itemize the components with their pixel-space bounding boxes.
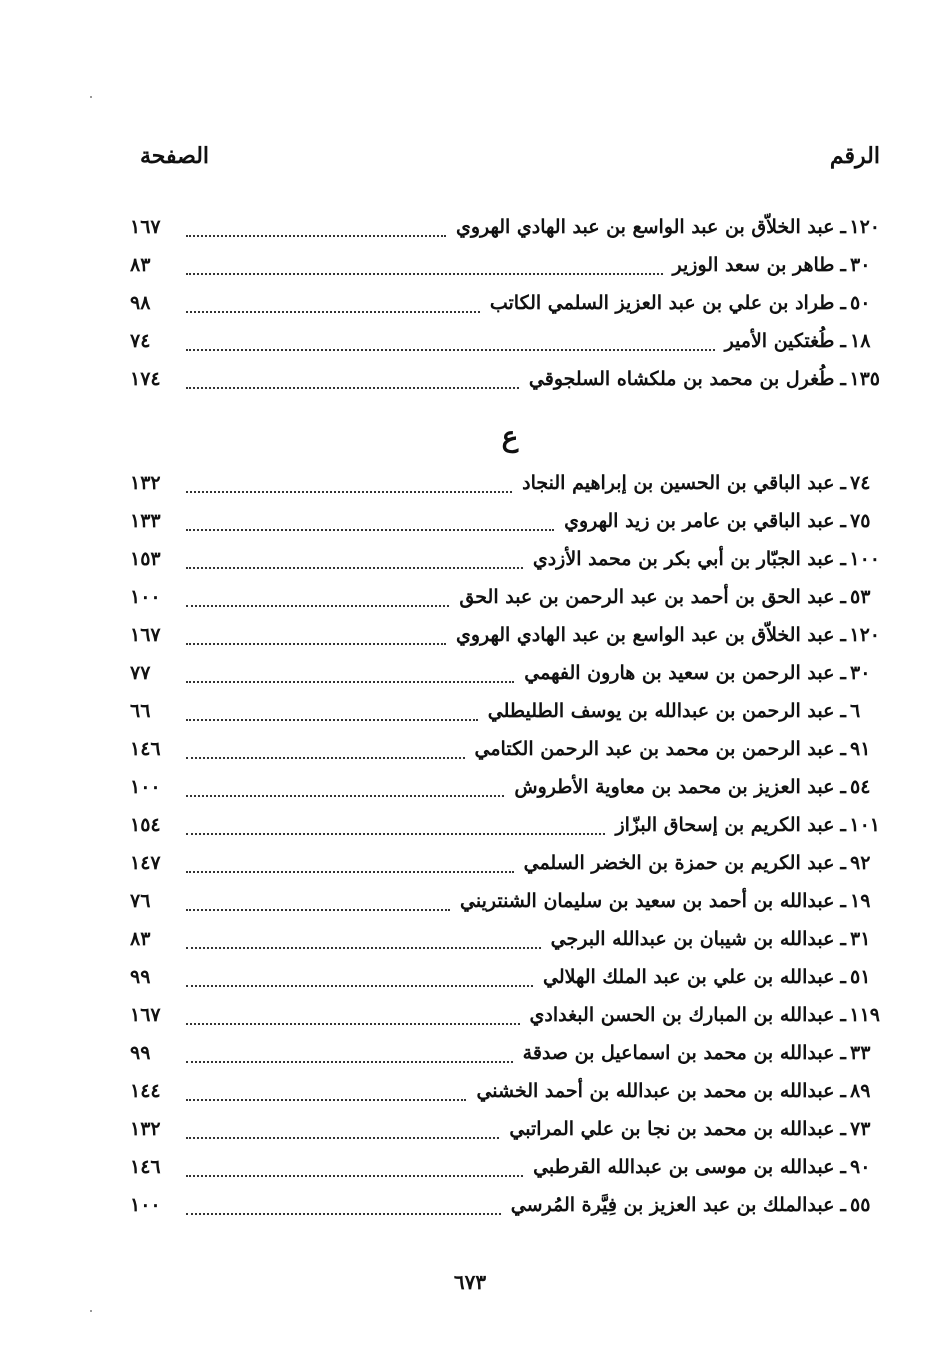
index-entry xyxy=(130,464,880,502)
leader-dots xyxy=(186,832,605,835)
index-entry xyxy=(130,920,880,958)
leader-dots xyxy=(186,984,533,987)
entry-number: ٥٣ xyxy=(850,586,871,608)
entry-name: عبد العزيز بن محمد بن معاوية الأطروش xyxy=(514,776,835,798)
leader-dots xyxy=(186,1212,501,1215)
leader-dots xyxy=(186,1098,466,1101)
entry-page: ١٣٣ xyxy=(130,510,161,532)
entry-name: عبدالله بن موسى بن عبدالله القرطبي xyxy=(533,1156,835,1178)
entry-page: ١٤٧ xyxy=(130,852,161,874)
entry-dash: ـ xyxy=(840,330,846,352)
entry-dash: ـ xyxy=(840,368,846,390)
entry-number: ٥١ xyxy=(850,966,871,988)
entry-page: ١٦٧ xyxy=(130,216,161,238)
entry-name: طُغرل بن محمد بن ملكشاه السلجوقي xyxy=(528,368,835,390)
entry-page: ١٠٠ xyxy=(130,776,161,798)
column-header xyxy=(140,136,880,176)
entry-page: ٩٩ xyxy=(130,1042,151,1064)
index-entry xyxy=(130,208,880,246)
entry-name: عبدالله بن محمد بن عبدالله بن أحمد الخشني xyxy=(476,1080,835,1102)
leader-dots xyxy=(186,528,554,531)
entry-name: عبد الرحمن بن عبدالله بن يوسف الطليطلي xyxy=(487,700,835,722)
entry-name: عبد الخلاّق بن عبد الواسع بن عبد الهادي الهروي xyxy=(455,624,835,646)
leader-dots xyxy=(186,566,523,569)
index-entry xyxy=(130,996,880,1034)
entry-name: عبدالله بن علي بن عبد الملك الهلالي xyxy=(542,966,835,988)
index-entry xyxy=(130,844,880,882)
entry-number: ٧٤ xyxy=(850,472,871,494)
page-number: ٦٧٣ xyxy=(453,1270,487,1294)
index-entry xyxy=(130,1186,880,1224)
entry-number: ٨٩ xyxy=(850,1080,871,1102)
entry-number: ٥٥ xyxy=(850,1194,871,1216)
leader-dots xyxy=(186,718,478,721)
entry-page: ١٥٣ xyxy=(130,548,161,570)
entry-dash: ـ xyxy=(840,548,846,570)
scan-speck xyxy=(90,1310,92,1312)
entry-page: ١٦٧ xyxy=(130,624,161,646)
section-letter: ع xyxy=(501,420,519,453)
index-entry xyxy=(130,578,880,616)
entry-name: عبد الباقي بن الحسين بن إبراهيم النجاد xyxy=(522,472,835,494)
index-entry xyxy=(130,1148,880,1186)
entry-dash: ـ xyxy=(840,586,846,608)
entry-page: ١٤٦ xyxy=(130,1156,161,1178)
entry-name: عبد الحق بن أحمد بن عبد الرحمن بن عبد الحق xyxy=(459,586,835,608)
entry-page: ١٠٠ xyxy=(130,1194,161,1216)
entry-name: عبدالله بن محمد بن نجا بن علي المراتبي xyxy=(509,1118,835,1140)
entry-dash: ـ xyxy=(840,852,846,874)
header-number-label: الرقم xyxy=(829,143,880,169)
index-entry xyxy=(130,360,880,398)
leader-dots xyxy=(186,1022,520,1025)
leader-dots xyxy=(186,348,715,351)
entry-dash: ـ xyxy=(840,624,846,646)
entry-number: ٩٢ xyxy=(850,852,871,874)
entry-page: ١٦٧ xyxy=(130,1004,161,1026)
entry-number: ٧٥ xyxy=(850,510,871,532)
entry-dash: ـ xyxy=(840,928,846,950)
entry-dash: ـ xyxy=(840,1156,846,1178)
entry-dash: ـ xyxy=(840,776,846,798)
index-entry xyxy=(130,322,880,360)
leader-dots xyxy=(186,234,446,237)
scan-speck xyxy=(90,96,92,98)
entry-number: ١٢٠ xyxy=(849,216,880,238)
entry-number: ١٩ xyxy=(850,890,871,912)
leader-dots xyxy=(186,946,541,949)
leader-dots xyxy=(186,1136,499,1139)
entry-page: ٨٣ xyxy=(130,254,151,276)
index-entry xyxy=(130,284,880,322)
entry-number: ١٣٥ xyxy=(849,368,880,390)
entry-number: ١٨ xyxy=(850,330,871,352)
index-entry xyxy=(130,540,880,578)
entry-dash: ـ xyxy=(840,738,846,760)
index-entry xyxy=(130,882,880,920)
index-entry xyxy=(130,502,880,540)
entry-name: عبد الجبّار بن أبي بكر بن محمد الأزدي xyxy=(532,548,835,570)
entry-dash: ـ xyxy=(840,510,846,532)
entry-name: عبد الخلاّق بن عبد الواسع بن عبد الهادي الهروي xyxy=(455,216,835,238)
entry-name: عبدالله بن أحمد بن سعيد بن سليمان الشنتريني xyxy=(460,890,835,912)
entry-dash: ـ xyxy=(840,216,846,238)
entry-number: ٣١ xyxy=(850,928,871,950)
entry-number: ٥٠ xyxy=(850,292,871,314)
entry-dash: ـ xyxy=(840,700,846,722)
entry-dash: ـ xyxy=(840,966,846,988)
entry-dash: ـ xyxy=(840,814,846,836)
entry-page: ٩٨ xyxy=(130,292,151,314)
entry-name: عبدالله بن شيبان بن عبدالله البرجي xyxy=(550,928,835,950)
entry-number: ١١٩ xyxy=(849,1004,880,1026)
entry-number: ٣٣ xyxy=(850,1042,871,1064)
entry-dash: ـ xyxy=(840,254,846,276)
entry-name: طاهر بن سعد الوزير xyxy=(672,254,835,276)
entry-page: ١٤٦ xyxy=(130,738,161,760)
entry-name: عبدالملك بن عبد العزيز بن فِيَّرة المُرسي xyxy=(510,1194,835,1216)
entry-page: ٩٩ xyxy=(130,966,151,988)
entry-number: ٩١ xyxy=(850,738,871,760)
index-entry xyxy=(130,1110,880,1148)
leader-dots xyxy=(186,870,514,873)
entry-name: طُغتكين الأمير xyxy=(724,330,835,352)
entry-number: ١٠٠ xyxy=(849,548,880,570)
entry-name: عبد الرحمن بن سعيد بن هارون الفهمي xyxy=(524,662,835,684)
entry-page: ٧٦ xyxy=(130,890,151,912)
leader-dots xyxy=(186,908,450,911)
entry-number: ٩٠ xyxy=(850,1156,871,1178)
leader-dots xyxy=(186,1174,523,1177)
entry-dash: ـ xyxy=(840,292,846,314)
leader-dots xyxy=(186,386,519,389)
entry-page: ١٧٤ xyxy=(130,368,161,390)
index-group-2 xyxy=(130,464,880,1224)
leader-dots xyxy=(186,680,514,683)
entry-page: ١٤٤ xyxy=(130,1080,161,1102)
leader-dots xyxy=(186,272,663,275)
index-group-1 xyxy=(130,208,880,398)
index-entry xyxy=(130,616,880,654)
index-entry xyxy=(130,654,880,692)
entry-dash: ـ xyxy=(840,1118,846,1140)
index-entry xyxy=(130,692,880,730)
entry-number: ٣٠ xyxy=(850,662,871,684)
leader-dots xyxy=(186,490,512,493)
leader-dots xyxy=(186,642,446,645)
entry-name: عبدالله بن المبارك بن الحسن البغدادي xyxy=(529,1004,835,1026)
index-entry xyxy=(130,806,880,844)
entry-number: ١٠١ xyxy=(849,814,880,836)
entry-page: ١٥٤ xyxy=(130,814,161,836)
leader-dots xyxy=(186,1060,513,1063)
entry-name: عبد الرحمن بن محمد بن عبد الرحمن الكتامي xyxy=(474,738,835,760)
entry-dash: ـ xyxy=(840,1042,846,1064)
index-entry xyxy=(130,730,880,768)
entry-page: ١٣٢ xyxy=(130,1118,161,1140)
index-entry xyxy=(130,768,880,806)
entry-number: ١٢٠ xyxy=(849,624,880,646)
entry-number: ٣٠ xyxy=(850,254,871,276)
entry-number: ٦ xyxy=(850,700,861,722)
leader-dots xyxy=(186,794,504,797)
entry-page: ٦٦ xyxy=(130,700,151,722)
index-entry xyxy=(130,1072,880,1110)
entry-name: طراد بن علي بن عبد العزيز السلمي الكاتب xyxy=(489,292,835,314)
entry-dash: ـ xyxy=(840,662,846,684)
entry-page: ٧٤ xyxy=(130,330,151,352)
entry-page: ٨٣ xyxy=(130,928,151,950)
header-page-label: الصفحة xyxy=(140,143,210,169)
entry-name: عبدالله بن محمد بن اسماعيل بن صدقة xyxy=(522,1042,835,1064)
entry-dash: ـ xyxy=(840,890,846,912)
index-entry xyxy=(130,246,880,284)
entry-page: ٧٧ xyxy=(130,662,151,684)
entry-name: عبد الكريم بن حمزة بن الخضر السلمي xyxy=(523,852,835,874)
entry-dash: ـ xyxy=(840,1004,846,1026)
entry-name: عبد الباقي بن عامر بن زيد الهروي xyxy=(564,510,835,532)
index-entry xyxy=(130,958,880,996)
entry-number: ٧٣ xyxy=(850,1118,871,1140)
leader-dots xyxy=(186,604,449,607)
entry-dash: ـ xyxy=(840,1194,846,1216)
entry-dash: ـ xyxy=(840,1080,846,1102)
entry-name: عبد الكريم بن إسحاق البزّاز xyxy=(615,814,835,836)
entry-page: ١٣٢ xyxy=(130,472,161,494)
entry-page: ١٠٠ xyxy=(130,586,161,608)
entry-number: ٥٤ xyxy=(850,776,871,798)
index-entry xyxy=(130,1034,880,1072)
leader-dots xyxy=(186,756,465,759)
leader-dots xyxy=(186,310,480,313)
entry-dash: ـ xyxy=(840,472,846,494)
